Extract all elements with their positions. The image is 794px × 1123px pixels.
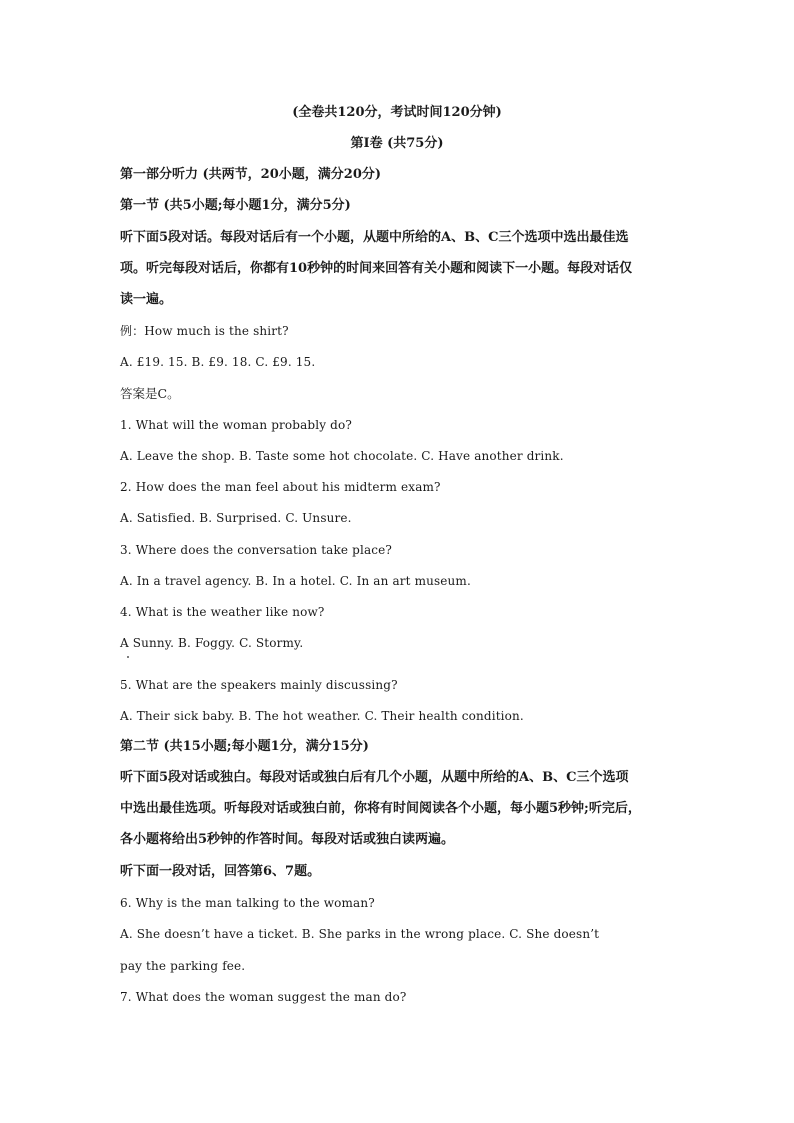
section2-instruction-line: 中选出最佳选项。听每段对话或独白前，你将有时间阅读各个小题，每小题5秒钟;听完后， (120, 801, 641, 816)
question-3: 3. Where does the conversation take place? (120, 543, 392, 557)
section1-instruction-line: 听下面5段对话。每段对话后有一个小题，从题中所给的A、B、C三个选项中选出最佳选 (120, 230, 629, 245)
question-4: 4. What is the weather like now? (120, 605, 325, 619)
question-1: 1. What will the woman probably do? (120, 418, 352, 432)
question-6: 6. Why is the man talking to the woman? (120, 896, 375, 910)
section1-instruction-line: 项。听完每段对话后，你都有10秒钟的时间来回答有关小题和阅读下一小题。每段对话仅 (120, 261, 633, 276)
section2-instruction-line: 听下面5段对话或独白。每段对话或独白后有几个小题，从题中所给的A、B、C三个选项 (120, 770, 629, 785)
stray-mark (127, 656, 129, 658)
part1-title: 第一部分听力 (共两节，20小题，满分20分) (120, 167, 382, 182)
question-2-options: A. Satisfied. B. Surprised. C. Unsure. (120, 511, 352, 525)
question-3-options: A. In a travel agency. B. In a hotel. C. In an art museum. (120, 574, 471, 588)
section1-instruction-line: 读一遍。 (120, 292, 173, 307)
question-2: 2. How does the man feel about his midterm exam? (120, 480, 441, 494)
question-5-options: A. Their sick baby. B. The hot weather. C. Their health condition. (120, 709, 524, 723)
question-7: 7. What does the woman suggest the man do? (120, 990, 407, 1004)
section2-instruction-line: 各小题将给出5秒钟的作答时间。每段对话或独白读两遍。 (120, 832, 455, 847)
section2-title: 第二节 (共15小题;每小题1分，满分15分) (120, 739, 369, 754)
question-1-options: A. Leave the shop. B. Taste some hot chocolate. C. Have another drink. (120, 449, 564, 463)
question-4-options: A Sunny. B. Foggy. C. Stormy. (120, 636, 304, 650)
question-5: 5. What are the speakers mainly discussing? (120, 678, 398, 692)
example-answer: 答案是C。 (120, 386, 180, 401)
exam-note: (全卷共120分，考试时间120分钟) (292, 105, 502, 120)
example-question: 例：How much is the shirt? (120, 324, 289, 338)
question-6-options-cont: pay the parking fee. (120, 959, 246, 973)
dialogue-intro: 听下面一段对话，回答第6、7题。 (120, 864, 321, 879)
question-6-options: A. She doesn’t have a ticket. B. She parks in the wrong place. C. She doesn’t (120, 927, 600, 941)
example-options: A. £19. 15. B. £9. 18. C. £9. 15. (120, 355, 316, 369)
volume-title: 第Ⅰ卷 (共75分) (350, 136, 444, 151)
section1-title: 第一节 (共5小题;每小题1分，满分5分) (120, 198, 351, 213)
